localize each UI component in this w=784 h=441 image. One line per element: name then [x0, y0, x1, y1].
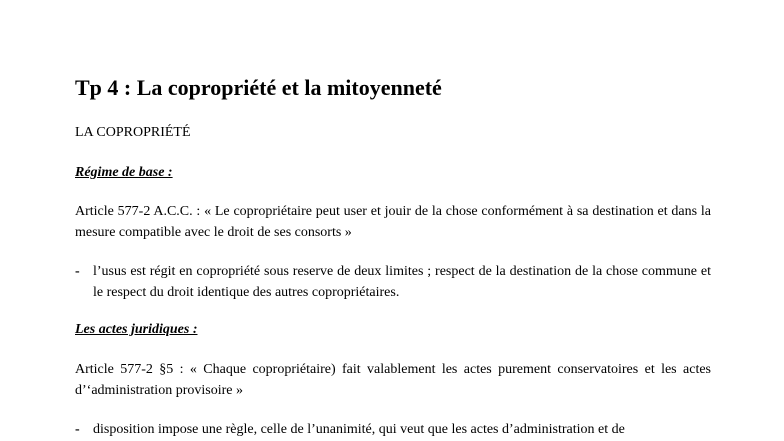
subheading-regime-de-base: Régime de base :: [75, 165, 173, 180]
bullet-marker: -: [75, 264, 80, 279]
bullet-text: disposition impose une règle, celle de l’unanimité, qui veut que les actes d’administration et de: [93, 422, 625, 437]
document-title: Tp 4 : La copropriété et la mitoyenneté: [75, 75, 442, 100]
bullet-disposition: [75, 419, 711, 440]
bullet-usus: [75, 261, 711, 303]
paragraph-article-577-2-5: Article 577-2 §5 : « Chaque copropriétaire) fait valablement les actes purement conservatoires et les actes d’‘administration provisoire »: [75, 362, 711, 398]
bullet-text: l’usus est régit en copropriété sous reserve de deux limites ; respect de la destination de la chose commune et le respect du droit identique des autres copropriétaires.: [93, 264, 711, 300]
subheading-actes-juridiques: Les actes juridiques :: [75, 322, 198, 337]
paragraph-article-577-2: Article 577-2 A.C.C. : « Le copropriétaire peut user et jouir de la chose conformément à sa destination et dans la mesure compatible avec le droit de ses consorts »: [75, 204, 711, 240]
section-heading: LA COPROPRIÉTÉ: [75, 125, 191, 140]
bullet-marker: -: [75, 422, 80, 437]
